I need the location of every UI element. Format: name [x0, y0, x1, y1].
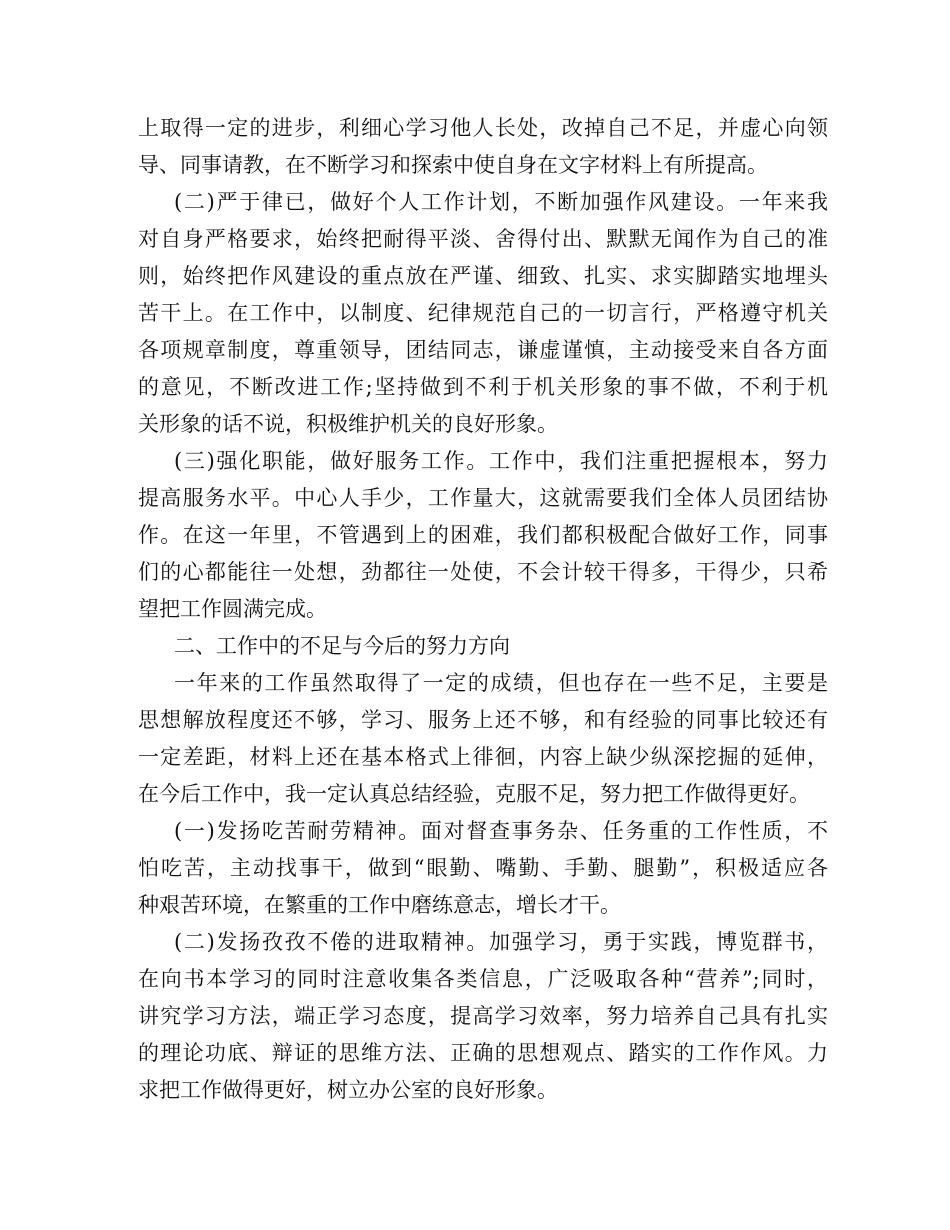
text-line: (二)严于律已，做好个人工作计划，不断加强作风建设。一年来我	[174, 190, 828, 214]
text-line: 导、同事请教，在不断学习和探索中使自身在文字材料上有所提高。	[138, 153, 768, 177]
text-line: 苦干上。在工作中，以制度、纪律规范自己的一切言行，严格遵守机关	[138, 301, 828, 325]
text-line: 求把工作做得更好，树立办公室的良好形象。	[138, 1078, 558, 1102]
text-line: 怕吃苦，主动找事干，做到“眼勤、嘴勤、手勤、腿勤”，积极适应各	[138, 856, 828, 880]
text-line: 对自身严格要求，始终把耐得平淡、舍得付出、默默无闻作为自己的准	[138, 227, 828, 251]
text-line: 讲究学习方法，端正学习态度，提高学习效率，努力培养自己具有扎实	[138, 1004, 828, 1028]
text-line: 在今后工作中，我一定认真总结经验，克服不足，努力把工作做得更好。	[138, 782, 810, 806]
paragraph-service-work	[138, 443, 828, 628]
text-line: 一定差距，材料上还在基本格式上徘徊，内容上缺少纵深挖掘的延伸，	[138, 745, 828, 769]
paragraph-shortcomings	[138, 665, 828, 813]
text-line: 作。在这一年里，不管遇到上的困难，我们都积极配合做好工作，同事	[138, 523, 828, 547]
paragraph-enterprising-spirit	[138, 924, 828, 1109]
text-line: 一年来的工作虽然取得了一定的成绩，但也存在一些不足，主要是	[174, 671, 828, 695]
text-line: 关形象的话不说，积极维护机关的良好形象。	[138, 412, 558, 436]
heading-text: 二、工作中的不足与今后的努力方向	[174, 634, 510, 658]
section-heading	[138, 628, 828, 665]
text-line: (一)发扬吃苦耐劳精神。面对督查事务杂、任务重的工作性质，不	[174, 819, 828, 843]
text-line: (二)发扬孜孜不倦的进取精神。加强学习，勇于实践，博览群书，	[174, 930, 828, 954]
text-line: 望把工作圆满完成。	[138, 597, 327, 621]
text-line: 的意见，不断改进工作;坚持做到不利于机关形象的事不做，不利于机	[138, 375, 828, 399]
text-line: 则，始终把作风建设的重点放在严谨、细致、扎实、求实脚踏实地埋头	[138, 264, 828, 288]
text-line: 各项规章制度，尊重领导，团结同志，谦虚谨慎，主动接受来自各方面	[138, 338, 828, 362]
text-line: (三)强化职能，做好服务工作。工作中，我们注重把握根本，努力	[174, 449, 828, 473]
paragraph-continuation	[138, 110, 828, 184]
text-line: 上取得一定的进步，利细心学习他人长处，改掉自己不足，并虚心向领	[138, 116, 828, 140]
paragraph-self-discipline	[138, 184, 828, 443]
paragraph-hardworking-spirit	[138, 813, 828, 924]
text-line: 思想解放程度还不够，学习、服务上还不够，和有经验的同事比较还有	[138, 708, 828, 732]
text-line: 们的心都能往一处想，劲都往一处使，不会计较干得多，干得少，只希	[138, 560, 828, 584]
text-line: 的理论功底、辩证的思维方法、正确的思想观点、踏实的工作作风。力	[138, 1041, 828, 1065]
text-line: 种艰苦环境，在繁重的工作中磨练意志，增长才干。	[138, 893, 621, 917]
document-body	[138, 110, 828, 1109]
text-line: 在向书本学习的同时注意收集各类信息，广泛吸取各种“营养”;同时，	[138, 967, 828, 991]
text-line: 提高服务水平。中心人手少，工作量大，这就需要我们全体人员团结协	[138, 486, 828, 510]
